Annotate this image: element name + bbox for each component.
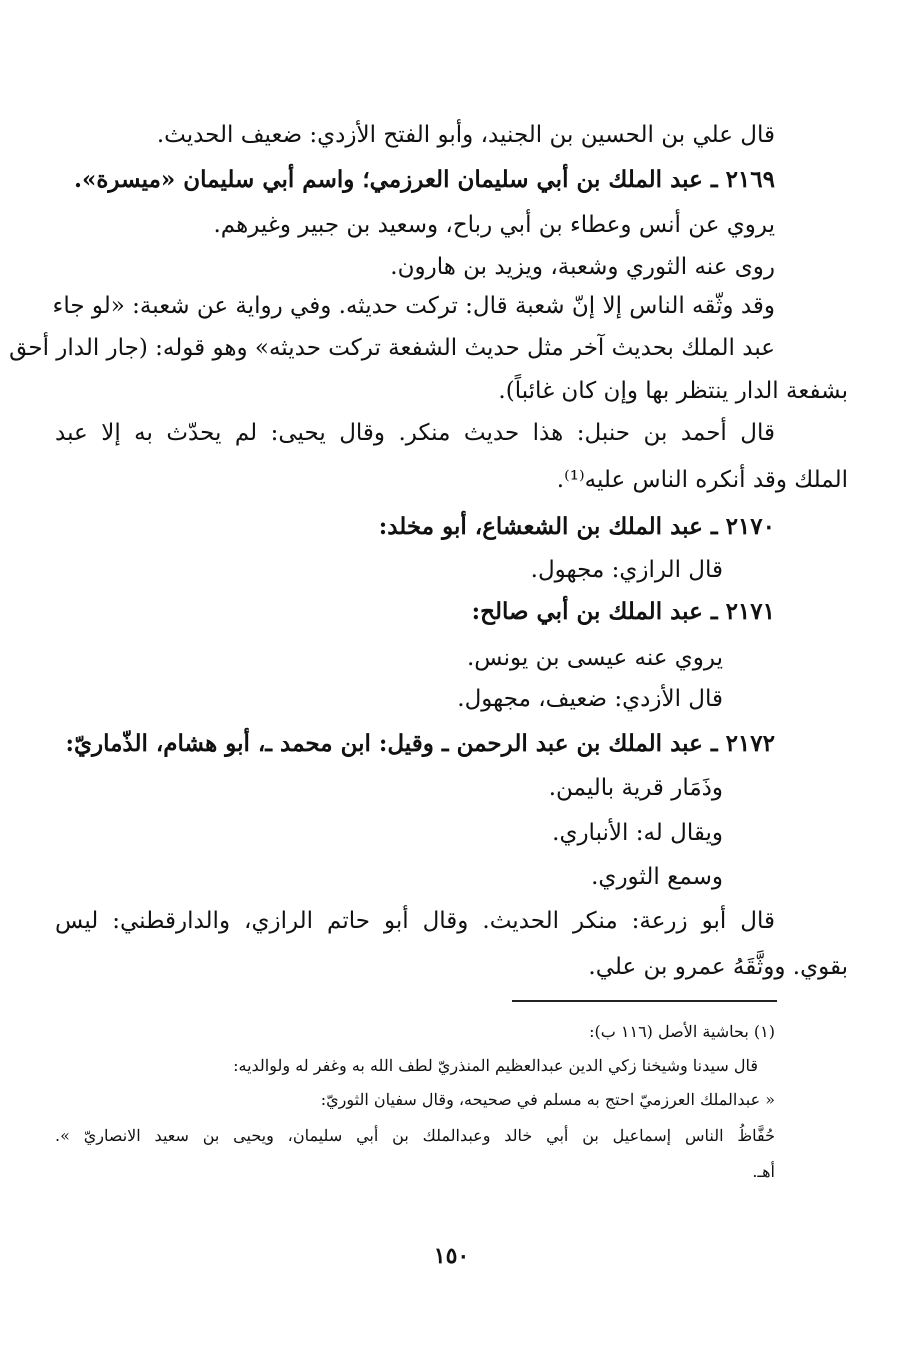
entry-heading-2170: ٢١٧٠ ـ عبد الملك بن الشعشاع، أبو مخلد:	[378, 513, 775, 540]
text-line: وسمع الثوري.	[591, 864, 723, 890]
footnote-line: قال سيدنا وشيخنا زكي الدين عبدالعظيم المنذريّ لطف الله به وغفر له ولوالديه:	[233, 1056, 758, 1075]
text-line: بقوي. ووثَّقَهُ عمرو بن علي.	[588, 954, 848, 980]
footnote-line: حُفَّاظُ الناس إسماعيل بن أبي خالد وعبدالملك بن أبي سليمان، ويحيى بن سعيد الانصاريّ ».	[55, 1126, 775, 1145]
text-line: قال الأزدي: ضعيف، مجهول.	[457, 686, 723, 712]
footnote-separator	[512, 1000, 777, 1002]
footnote-line: « عبدالملك العرزميّ احتج به مسلم في صحيحه، وقال سفيان الثوريّ:	[320, 1090, 775, 1109]
text-line: قال أحمد بن حنبل: هذا حديث منكر. وقال يحيى: لم يحدّث به إلا عبد	[55, 420, 775, 446]
text-line: يروي عن أنس وعطاء بن أبي رباح، وسعيد بن جبير وغيرهم.	[213, 212, 775, 238]
text-line: قال أبو زرعة: منكر الحديث. وقال أبو حاتم الرازي، والدارقطني: ليس	[55, 908, 775, 934]
text-line: الملك وقد أنكره الناس عليه⁽¹⁾.	[556, 467, 848, 493]
text-line: وذَمَار قرية باليمن.	[548, 775, 723, 801]
entry-heading-2172: ٢١٧٢ ـ عبد الملك بن عبد الرحمن ـ وقيل: ابن محمد ـ، أبو هشام، الذّماريّ:	[65, 730, 775, 757]
footnote-line: أهـ.	[752, 1162, 775, 1181]
text-line: قال علي بن الحسين بن الجنيد، وأبو الفتح الأزدي: ضعيف الحديث.	[156, 122, 775, 148]
footnote-marker: (١) بحاشية الأصل (١١٦ ب):	[589, 1022, 775, 1041]
text-line: وقد وثّقه الناس إلا إنّ شعبة قال: تركت حديثه. وفي رواية عن شعبة: «لو جاء	[52, 293, 775, 319]
text-line: يروي عنه عيسى بن يونس.	[466, 645, 723, 671]
text-line: بشفعة الدار ينتظر بها وإن كان غائباً).	[498, 378, 848, 404]
text-line: روى عنه الثوري وشعبة، ويزيد بن هارون.	[390, 254, 775, 280]
text-line: عبد الملك بحديث آخر مثل حديث الشفعة تركت حديثه» وهو قوله: (جار الدار أحق	[9, 335, 775, 361]
page-number: ١٥٠	[433, 1243, 470, 1269]
entry-heading-2171: ٢١٧١ ـ عبد الملك بن أبي صالح:	[471, 598, 775, 625]
entry-heading-2169: ٢١٦٩ ـ عبد الملك بن أبي سليمان العرزمي؛ واسم أبي سليمان «ميسرة».	[74, 166, 775, 193]
text-line: ويقال له: الأنباري.	[552, 820, 723, 846]
text-line: قال الرازي: مجهول.	[530, 557, 723, 583]
